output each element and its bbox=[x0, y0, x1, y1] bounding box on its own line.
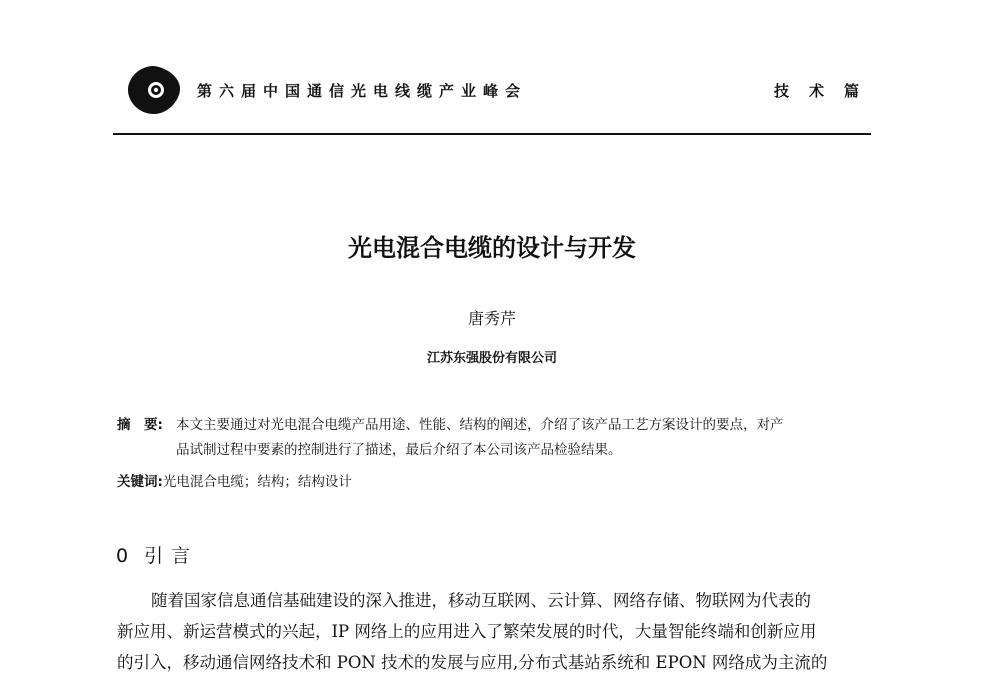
section-tag: 技术篇 bbox=[774, 82, 880, 100]
section-heading bbox=[116, 541, 198, 568]
section-number: 0 bbox=[116, 545, 129, 567]
body-line: 随着国家信息通信基础建设的深入推进，移动互联网、云计算、网络存储、物联网为代表的 bbox=[151, 591, 811, 610]
abstract-line: 品试制过程中要素的控制进行了描述，最后介绍了本公司该产品检验结果。 bbox=[176, 442, 622, 458]
keywords bbox=[117, 470, 352, 490]
section-title: 引言 bbox=[144, 545, 199, 567]
keywords-label: 关键词: bbox=[117, 474, 163, 490]
author-affiliation: 江苏东强股份有限公司 bbox=[426, 351, 557, 366]
body-line: 的引入，移动通信网络技术和 PON 技术的发展与应用,分布式基站系统和 EPON 网络成为主流的 bbox=[117, 653, 828, 672]
author-name: 唐秀芹 bbox=[467, 309, 516, 328]
abstract-line: 本文主要通过对光电混合电缆产品用途、性能、结构的阐述，介绍了该产品工艺方案设计的要点，对产 bbox=[176, 417, 784, 433]
abstract-label: 摘 要: bbox=[117, 417, 163, 433]
header-divider bbox=[113, 133, 871, 135]
conference-title: 第六届中国通信光电线缆产业峰会 bbox=[197, 82, 528, 100]
paper-title: 光电混合电缆的设计与开发 bbox=[348, 234, 636, 262]
conference-logo-icon bbox=[126, 64, 182, 116]
body-line: 新应用、新运营模式的兴起，IP 网络上的应用进入了繁荣发展的时代，大量智能终端和创新应用 bbox=[117, 622, 817, 641]
keywords-text: 光电混合电缆；结构；结构设计 bbox=[162, 474, 352, 490]
